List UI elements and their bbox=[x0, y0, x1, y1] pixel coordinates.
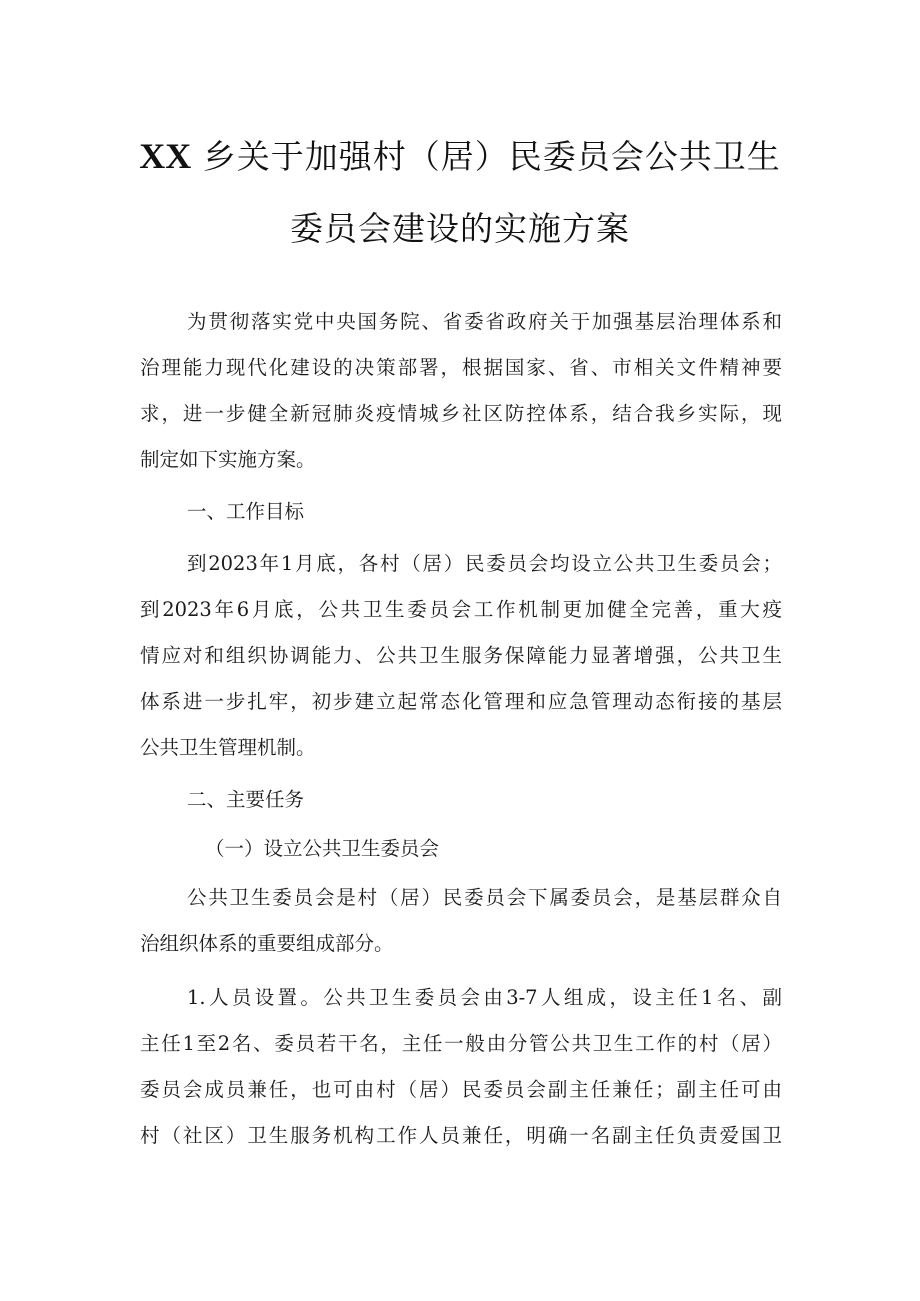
body-line: 求，进一步健全新冠肺炎疫情城乡社区防控体系，结合我乡实际，现 bbox=[140, 402, 782, 425]
title-line-1-text: 乡关于加强村（居）民委员会公共卫生 bbox=[202, 137, 781, 176]
body-line: 为贯彻落实党中央国务院、省委省政府关于加强基层治理体系和 bbox=[187, 310, 782, 333]
body-line: 公共卫生管理机制。 bbox=[140, 736, 316, 759]
section-heading: 一、工作目标 bbox=[187, 500, 305, 523]
section-heading: 二、主要任务 bbox=[187, 788, 305, 811]
document-title-line-2: 委员会建设的实施方案 bbox=[290, 209, 630, 248]
body-line: 治组织体系的重要组成部分。 bbox=[140, 932, 394, 955]
body-line: 体系进一步扎牢，初步建立起常态化管理和应急管理动态衔接的基层 bbox=[140, 690, 782, 713]
body-line: 1.人员设置。公共卫生委员会由3-7人组成，设主任1名、副 bbox=[187, 986, 782, 1009]
body-line: 治理能力现代化建设的决策部署，根据国家、省、市相关文件精神要 bbox=[140, 356, 782, 379]
body-line: 到2023年1月底，各村（居）民委员会均设立公共卫生委员会； bbox=[187, 552, 782, 575]
body-line: 制定如下实施方案。 bbox=[140, 448, 316, 471]
subsection-heading: （一）设立公共卫生委员会 bbox=[205, 837, 440, 860]
body-line: 情应对和组织协调能力、公共卫生服务保障能力显著增强，公共卫生 bbox=[140, 644, 782, 667]
title-prefix: XX bbox=[139, 136, 192, 176]
body-line: 委员会成员兼任，也可由村（居）民委员会副主任兼任；副主任可由 bbox=[140, 1078, 782, 1101]
document-title-line-1 bbox=[100, 131, 820, 178]
body-line: 公共卫生委员会是村（居）民委员会下属委员会，是基层群众自 bbox=[187, 886, 782, 909]
body-line: 到2023年6月底，公共卫生委员会工作机制更加健全完善，重大疫 bbox=[140, 598, 782, 621]
body-line: 主任1至2名、委员若干名，主任一般由分管公共卫生工作的村（居） bbox=[140, 1032, 782, 1055]
body-line: 村（社区）卫生服务机构工作人员兼任，明确一名副主任负责爱国卫 bbox=[140, 1124, 782, 1147]
